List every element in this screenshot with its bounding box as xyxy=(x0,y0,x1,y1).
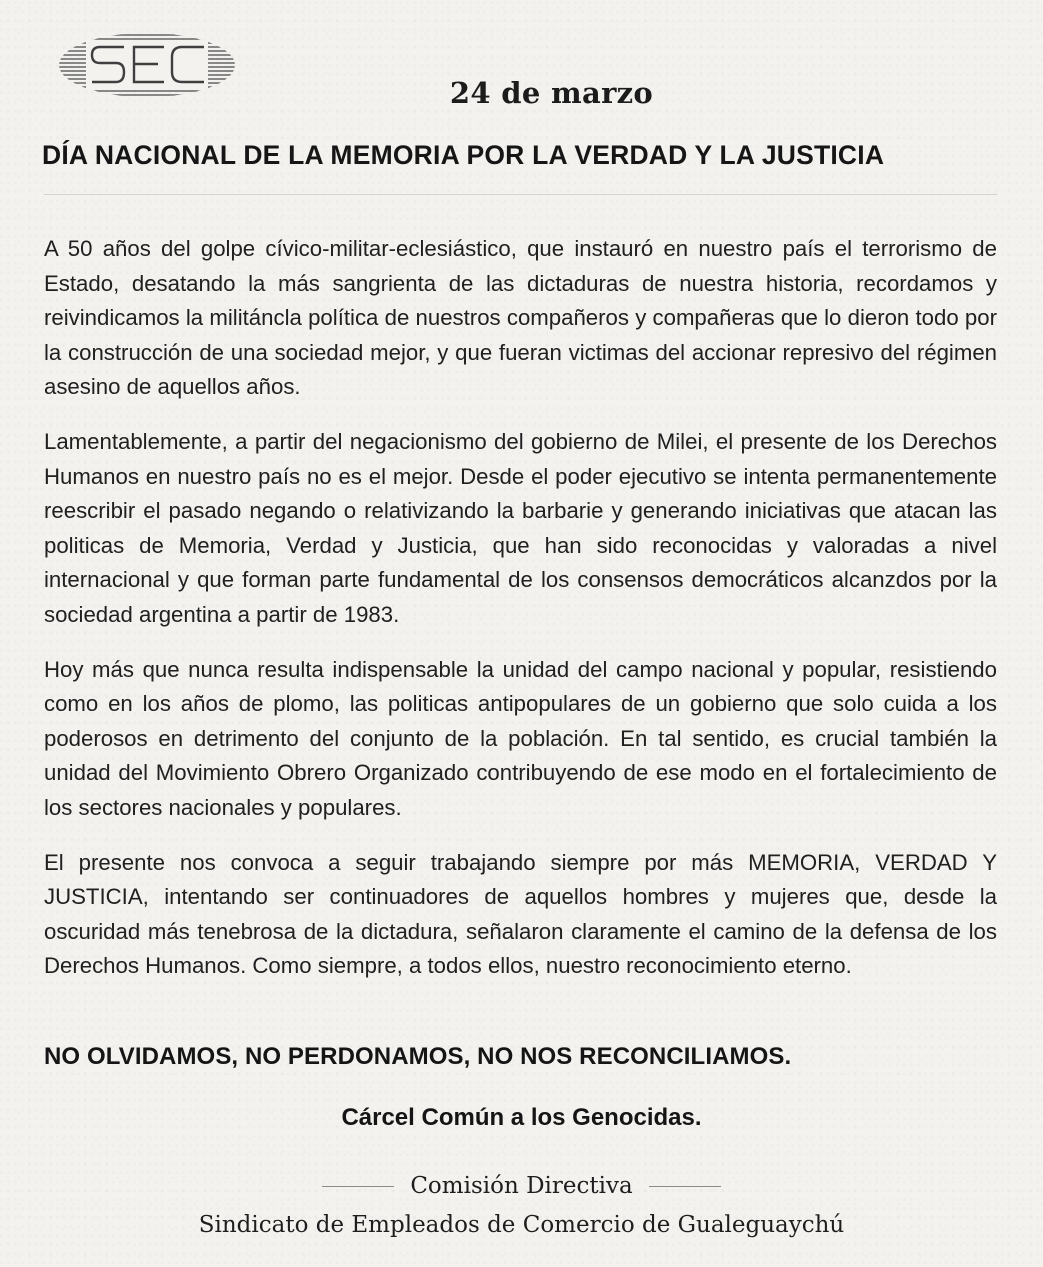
closing-subslogan: Cárcel Común a los Genocidas. xyxy=(341,1104,702,1131)
right-divider xyxy=(649,1186,721,1187)
title-divider xyxy=(44,194,997,195)
paragraph-2: Lamentablemente, a partir del negacionismo del gobierno de Milei, el presente de los Derechos Humanos en nuestro país no es el mejor. Desde el poder ejecutivo se intenta permanentemente reescribir el pasado negando o relativizando la barbarie y generando iniciativas que atacan las politicas de Memoria, Verdad y Justicia, que han sido reconocidas y valoradas a nivel internacional y que forman parte fundamental de los consensos democráticos alcanzdos por la sociedad argentina a partir de 1983. xyxy=(44,428,997,627)
left-divider xyxy=(322,1186,394,1187)
signature-block xyxy=(0,1170,1043,1238)
signature-name-line xyxy=(0,1170,1043,1202)
document-date: 24 de marzo xyxy=(449,76,654,110)
paragraph-4: El presente nos convoca a seguir trabajando siempre por más MEMORIA, VERDAD Y JUSTICIA, intentando ser continuadores de aquellos hombres y mujeres que, desde la oscuridad más tenebrosa de la dictadura, señalaron claramente el camino de la defensa de los Derechos Humanos. Como siempre, a todos ellos, nuestro reconocimiento eterno. xyxy=(44,849,997,979)
signature-organization: Sindicato de Empleados de Comercio de Gualeguaychú xyxy=(198,1212,845,1238)
paragraph-1: A 50 años del golpe cívico-militar-eclesiástico, que instauró en nuestro país el terrorismo de Estado, desatando la más sangrienta de las dictaduras de nuestra historia, recordamos y reivindicamos la militáncla política de nuestros compañeros y compañeras que lo dieron todo por la construcción de una sociedad mejor, y que fueran victimas del accionar represivo del régimen asesino de aquellos años. xyxy=(44,236,997,400)
document-body xyxy=(44,232,997,1004)
paragraph-3: Hoy más que nunca resulta indispensable la unidad del campo nacional y popular, resistiendo como en los años de plomo, las politicas antipopulares de un gobierno que solo cuida a los poderosos en detrimento del conjunto de la población. En tal sentido, es crucial también la unidad del Movimiento Obrero Organizado contribuyendo de ese modo en el fortalecimiento de los sectores nacionales y populares. xyxy=(44,656,997,820)
closing-slogan: NO OLVIDAMOS, NO PERDONAMOS, NO NOS RECONCILIAMOS. xyxy=(44,1043,792,1070)
signature-name: Comisión Directiva xyxy=(410,1173,633,1199)
document-title: DÍA NACIONAL DE LA MEMORIA POR LA VERDAD Y LA JUSTICIA xyxy=(42,140,885,170)
